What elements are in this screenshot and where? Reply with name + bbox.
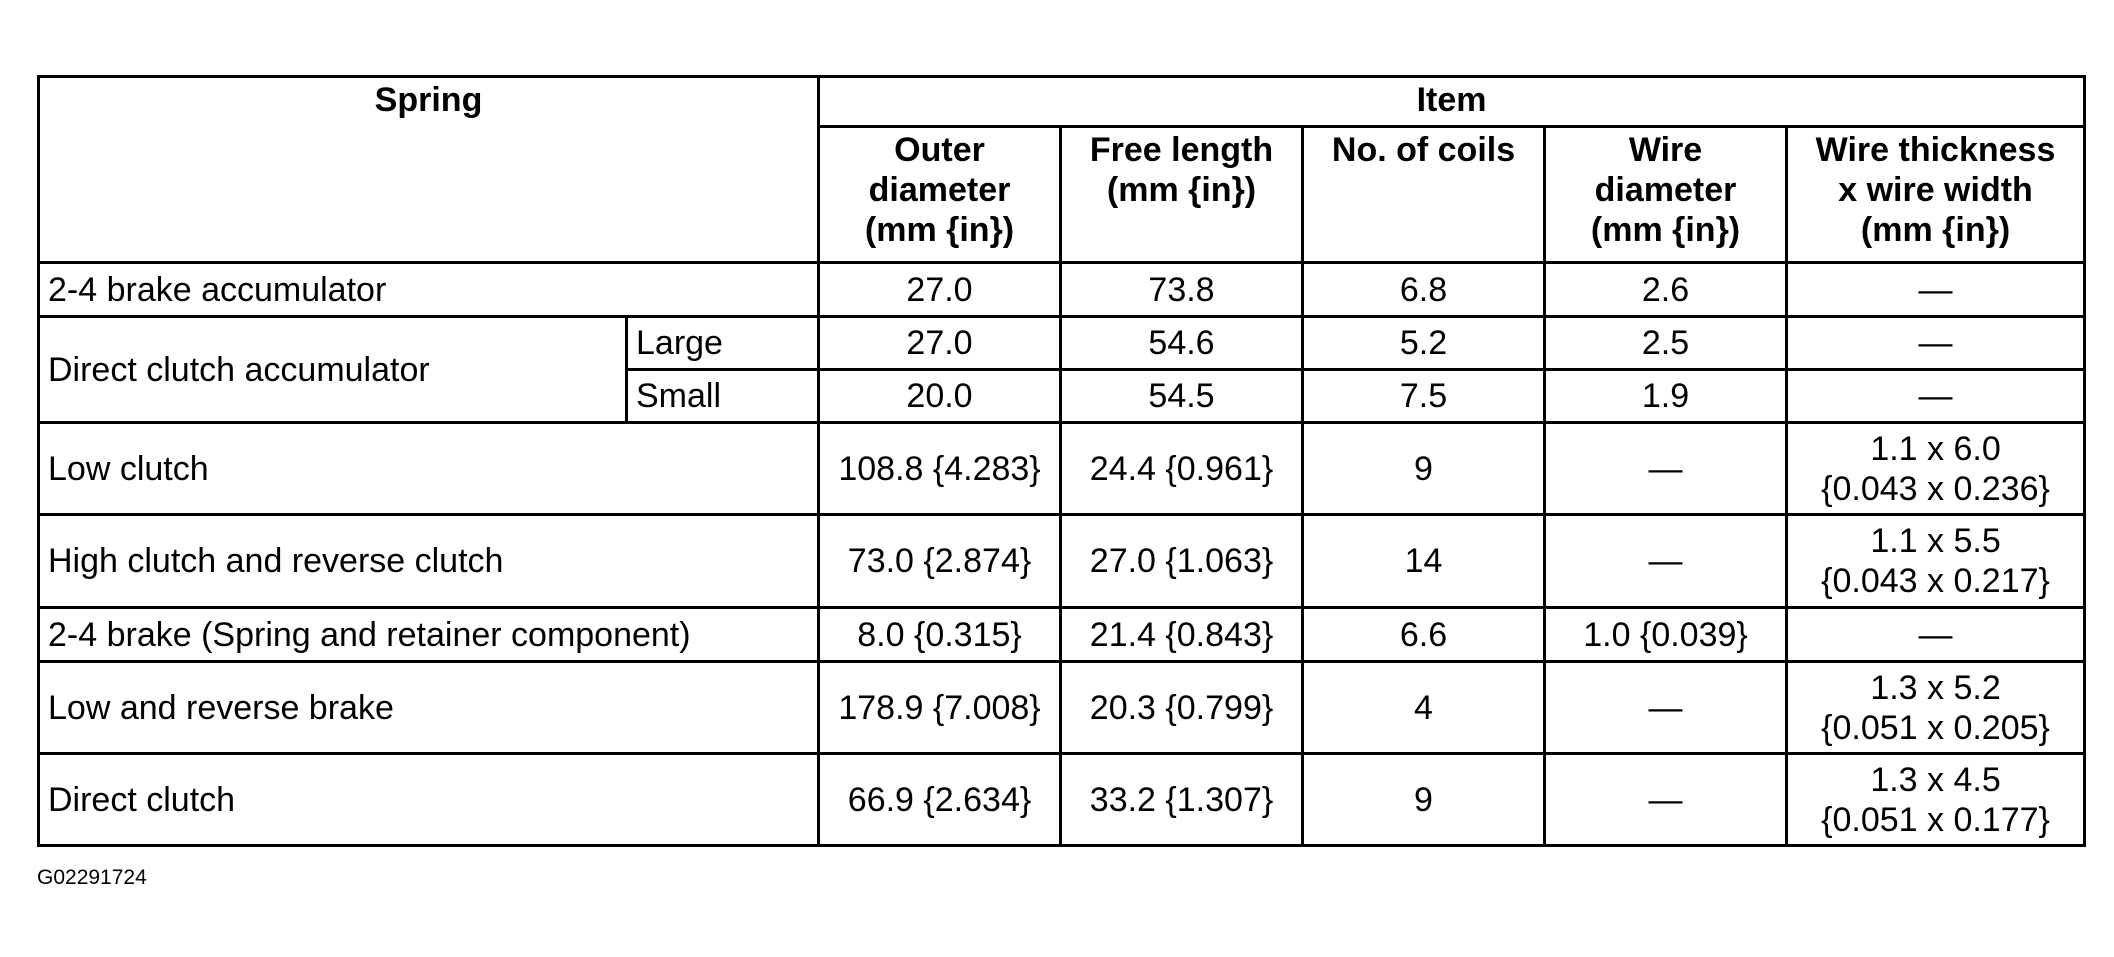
value-line: 7.5	[1399, 377, 1448, 415]
value-cell	[1787, 754, 2085, 846]
value-cell	[1303, 317, 1545, 370]
value-cell	[1303, 754, 1545, 846]
table-row	[39, 515, 2085, 608]
value-line: —	[1918, 324, 1953, 362]
value-line: 1.3 x 4.5	[1870, 760, 2001, 799]
value-line: 9	[1414, 449, 1433, 488]
value-cell	[1303, 662, 1545, 754]
value-line: —	[1648, 542, 1683, 580]
header-outer-diameter: Outer diameter (mm {in})	[819, 127, 1061, 263]
header-wire-thickness-width: Wire thickness x wire width (mm {in})	[1787, 127, 2085, 263]
value-cell	[1061, 317, 1303, 370]
spring-size-cell: Large	[627, 317, 819, 370]
value-cell	[1545, 662, 1787, 754]
value-line: 108.8 {4.283}	[838, 449, 1041, 488]
value-line: 14	[1404, 542, 1443, 580]
value-line: 2.5	[1641, 324, 1690, 362]
value-cell	[1545, 263, 1787, 317]
table-row	[39, 662, 2085, 754]
table-row	[39, 263, 2085, 317]
value-line: 178.9 {7.008}	[838, 688, 1041, 727]
value-cell	[1545, 515, 1787, 608]
value-cell	[1303, 515, 1545, 608]
value-line: —	[1918, 377, 1953, 415]
value-cell	[1061, 515, 1303, 608]
value-line: 1.1 x 6.0	[1870, 429, 2001, 468]
value-line: —	[1648, 449, 1683, 488]
value-line: {0.051 x 0.177}	[1821, 800, 2050, 839]
value-line: 2.6	[1641, 270, 1690, 309]
value-line: —	[1648, 688, 1683, 727]
value-line: 54.5	[1148, 377, 1215, 415]
value-cell	[819, 263, 1061, 317]
spring-spec-table	[37, 75, 2086, 847]
header-free-length: Free length (mm {in})	[1061, 127, 1303, 263]
value-line: 6.6	[1399, 615, 1448, 654]
value-line: 66.9 {2.634}	[847, 780, 1032, 819]
value-cell	[1787, 608, 2085, 662]
value-line: 24.4 {0.961}	[1089, 449, 1274, 488]
spring-group-cell: Direct clutch accumulator	[39, 317, 627, 423]
spring-name-cell: High clutch and reverse clutch	[39, 515, 819, 608]
value-cell	[819, 662, 1061, 754]
value-cell	[819, 317, 1061, 370]
value-cell	[1303, 423, 1545, 515]
value-line: —	[1648, 780, 1683, 819]
value-cell	[1061, 370, 1303, 423]
value-line: 1.1 x 5.5	[1870, 522, 2001, 560]
value-cell	[1303, 263, 1545, 317]
header-item: Item	[819, 77, 2085, 127]
value-line: —	[1918, 615, 1953, 654]
value-line: 33.2 {1.307}	[1089, 780, 1274, 819]
value-line: {0.051 x 0.205}	[1821, 708, 2050, 747]
header-wire-diameter: Wire diameter (mm {in})	[1545, 127, 1787, 263]
value-cell	[1787, 263, 2085, 317]
value-line: 6.8	[1399, 270, 1448, 309]
spring-name-cell: 2-4 brake (Spring and retainer component)	[39, 608, 819, 662]
value-line: {0.043 x 0.217}	[1821, 562, 2050, 600]
spring-name-cell: Direct clutch	[39, 754, 819, 846]
header-spring: Spring	[39, 77, 819, 263]
value-line: —	[1918, 270, 1953, 309]
value-cell	[1545, 370, 1787, 423]
value-line: 20.3 {0.799}	[1089, 688, 1274, 727]
value-cell	[1303, 370, 1545, 423]
table-row	[39, 608, 2085, 662]
spring-name-cell: 2-4 brake accumulator	[39, 263, 819, 317]
value-cell	[1545, 423, 1787, 515]
figure-code: G02291724	[37, 866, 147, 889]
value-cell	[1787, 423, 2085, 515]
value-line: 54.6	[1148, 324, 1215, 362]
value-cell	[1061, 754, 1303, 846]
value-line: 1.3 x 5.2	[1870, 668, 2001, 707]
value-cell	[1303, 608, 1545, 662]
value-line: 1.0 {0.039}	[1583, 615, 1748, 654]
value-line: 27.0	[906, 324, 973, 362]
value-line: 73.8	[1148, 270, 1215, 309]
table-row	[39, 754, 2085, 846]
value-cell	[1061, 423, 1303, 515]
value-line: {0.043 x 0.236}	[1821, 469, 2050, 508]
value-cell	[1061, 263, 1303, 317]
value-line: 27.0	[906, 270, 973, 309]
value-cell	[1061, 662, 1303, 754]
spring-size-cell: Small	[627, 370, 819, 423]
value-cell	[1787, 662, 2085, 754]
value-line: 1.9	[1641, 377, 1690, 415]
value-cell	[1787, 317, 2085, 370]
spring-name-cell: Low and reverse brake	[39, 662, 819, 754]
value-cell	[819, 515, 1061, 608]
value-cell	[1787, 370, 2085, 423]
value-line: 21.4 {0.843}	[1089, 615, 1274, 654]
value-cell	[1787, 515, 2085, 608]
value-line: 27.0 {1.063}	[1089, 542, 1274, 580]
value-line: 5.2	[1399, 324, 1448, 362]
value-line: 73.0 {2.874}	[847, 542, 1032, 580]
value-cell	[1545, 608, 1787, 662]
table-row	[39, 423, 2085, 515]
value-line: 4	[1414, 688, 1433, 727]
value-cell	[819, 423, 1061, 515]
value-line: 8.0 {0.315}	[857, 615, 1022, 654]
table-row	[39, 317, 2085, 370]
value-cell	[819, 370, 1061, 423]
value-cell	[819, 754, 1061, 846]
value-cell	[1545, 317, 1787, 370]
value-cell	[1061, 608, 1303, 662]
value-line: 20.0	[906, 377, 973, 415]
value-cell	[1545, 754, 1787, 846]
value-line: 9	[1414, 780, 1433, 819]
spring-name-cell: Low clutch	[39, 423, 819, 515]
value-cell	[819, 608, 1061, 662]
header-no-of-coils: No. of coils	[1303, 127, 1545, 263]
